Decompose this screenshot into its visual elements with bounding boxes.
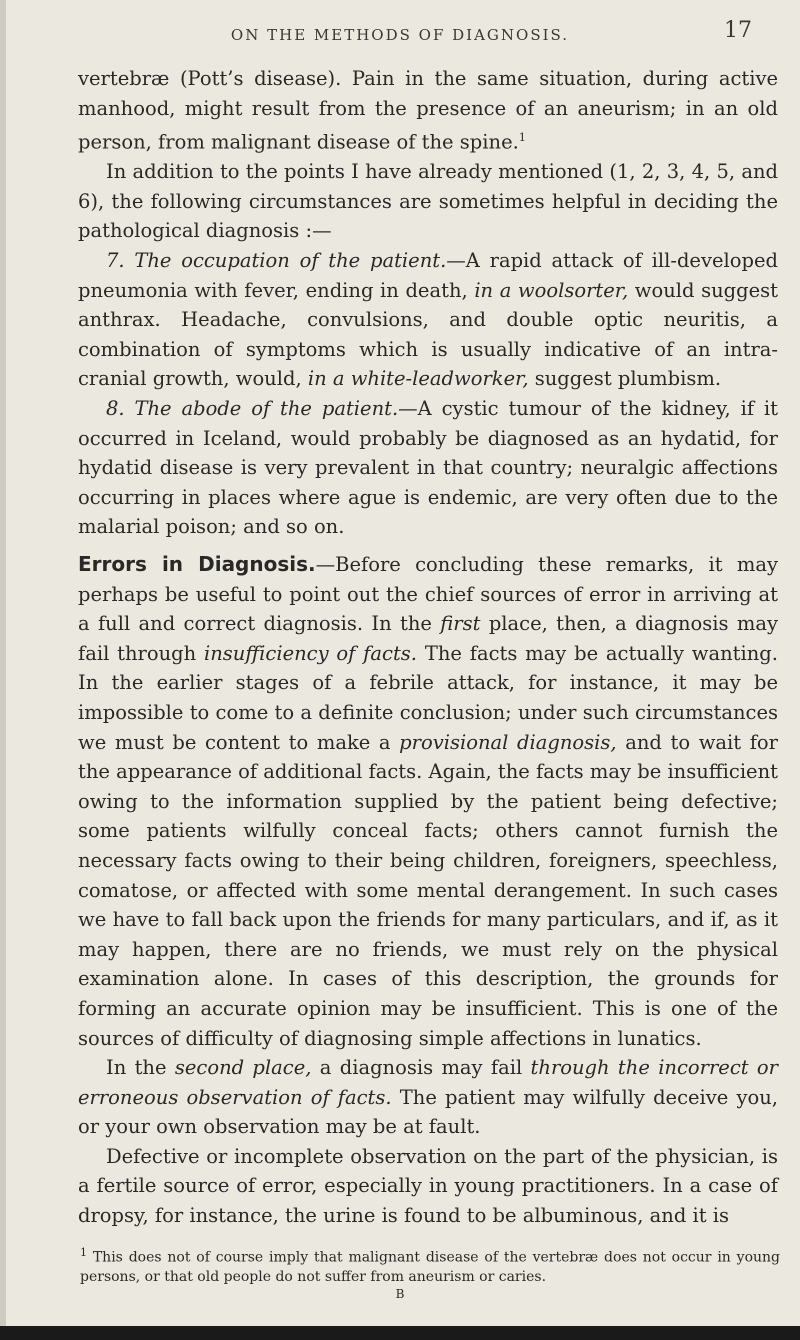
scan-bottom-edge xyxy=(0,1326,800,1340)
paragraph-abode: 8. The abode of the patient.—A cystic tumour of the kidney, if it occurred in Iceland, would probably be diagnosed as an hydatid, for hydatid disease is very prevalent in that country; neuralgic affections occurring in places where ague is endemic, are very often due to the malarial poison; and so on. xyxy=(78,397,778,539)
paragraph-second-place: In the second place, a diagnosis may fail through the incorrect or erroneous observation of facts. The patient may wilfully deceive you, or your own observation may be at fault. xyxy=(78,1056,778,1139)
occupation-label: 7. The occupation of the patient. xyxy=(106,249,447,273)
paragraph-occupation: 7. The occupation of the patient.—A rapid attack of ill-developed pneumonia with fever, ending in death, in a woolsorter, would suggest anthrax. Headache, convulsions, and double optic neuritis, a combination of symptoms which is usually indicative of an intra-cranial growth, would, in a white-leadworker, suggest plumbism. xyxy=(78,249,779,391)
abode-label: 8. The abode of the patient. xyxy=(106,397,399,421)
signature-mark: B xyxy=(395,1287,405,1301)
footnote-mark: 1 xyxy=(80,1246,87,1259)
paragraph-defective: Defective or incomplete observation on the part of the physician, is a fertile source of error, especially in young practitioners. In a case of dropsy, for instance, the urine is found to be albuminous, and it is xyxy=(78,1144,778,1228)
page-gutter-shadow xyxy=(0,0,6,1340)
body-text xyxy=(78,64,778,1231)
footnote-text: This does not of course imply that malignant disease of the vertebræ does not occur in young persons, or that old people do not suffer from aneurism or caries. xyxy=(80,1249,780,1285)
page-number: 17 xyxy=(724,18,752,43)
footnote xyxy=(80,1243,780,1287)
section-heading: Errors in Diagnosis. xyxy=(78,552,316,576)
paragraph-points: In addition to the points I have already mentioned (1, 2, 3, 4, 5, and 6), the following circumstances are sometimes helpful in deciding the pathological diagnosis :— xyxy=(78,160,778,243)
paragraph-errors: Errors in Diagnosis.—Before concluding these remarks, it may perhaps be useful to point out the chief sources of error in arriving at a full and correct diagnosis. In the first place, then, a diagnosis may fail through insufficiency of facts. The facts may be actually wanting. In the earlier stages of a febrile attack, for instance, it may be impossible to come to a definite conclusion; under such circumstances we must be content to make a provisional diagnosis, and to wait for the appearance of additional facts. Again, the facts may be insufficient owing to the information supplied by the patient being defective; some patients wilfully conceal facts; others cannot furnish the necessary facts owing to their being children, foreigners, speechless, comatose, or affected with some mental derangement. In such cases we have to fall back upon the friends for many particulars, and if, as it may happen, there are no friends, we must rely on the physical examination alone. In cases of this description, the grounds for forming an accurate opinion may be insufficient. This is one of the sources of difficulty of diagnosing simple affections in lunatics. xyxy=(78,552,778,1050)
paragraph-continuation: vertebræ (Pott’s disease). Pain in the same situation, during active manhood, might result from the presence of an aneurism; in an old person, from malignant disease of the spine.$^1$ xyxy=(78,67,778,154)
running-head: ON THE METHODS OF DIAGNOSIS. xyxy=(230,26,570,44)
footnote-reference: 1 xyxy=(518,131,526,145)
